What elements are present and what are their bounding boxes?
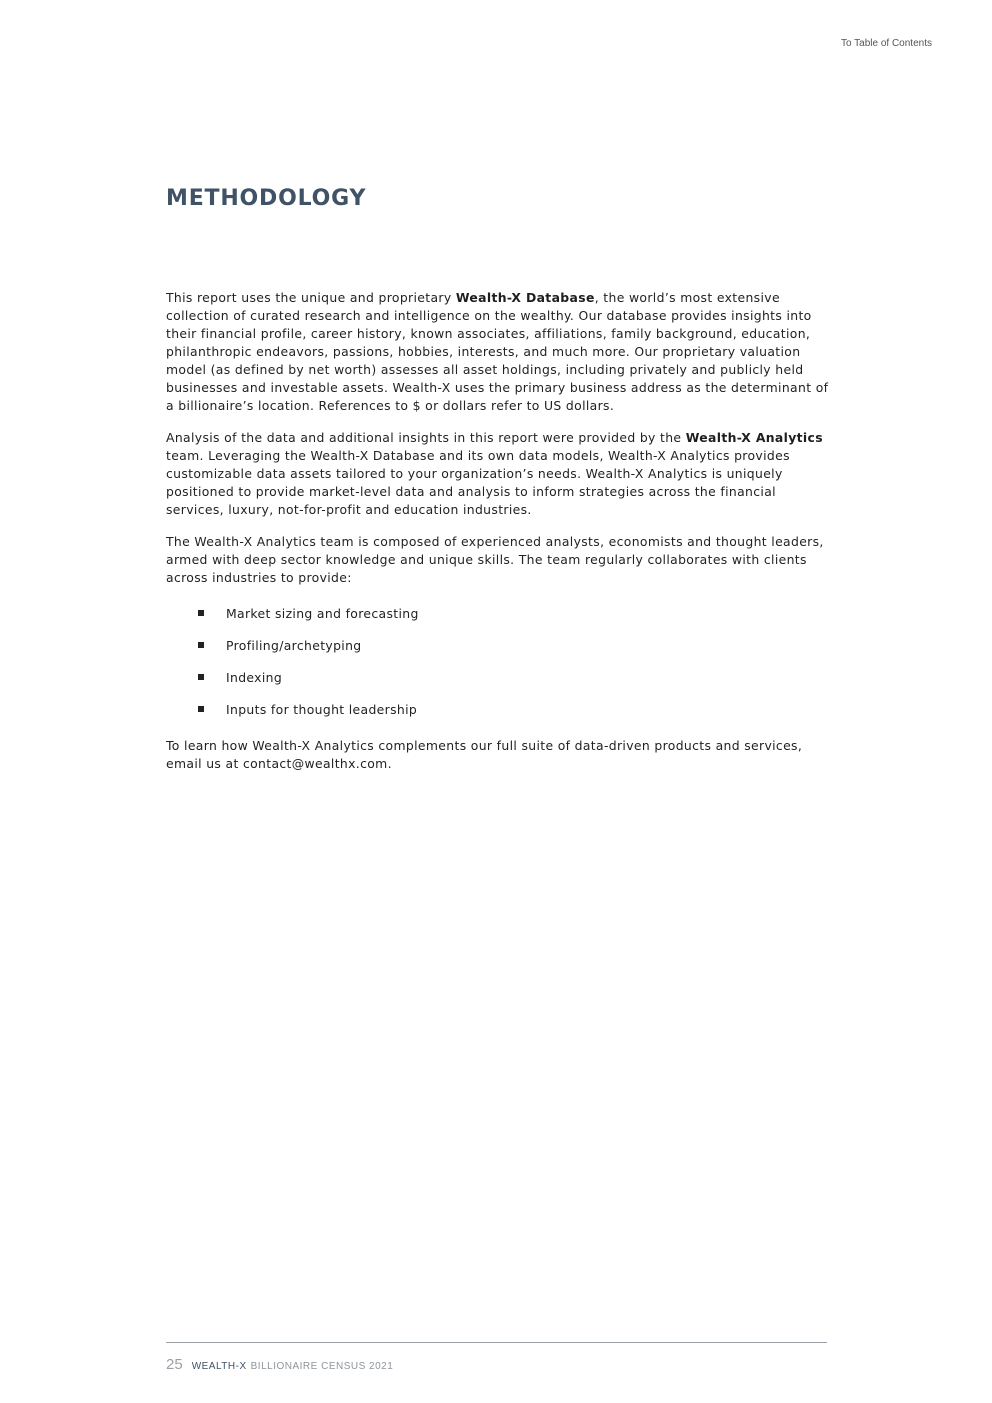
page-number: 25 bbox=[166, 1356, 183, 1373]
paragraph-contact: To learn how Wealth-X Analytics complements our full suite of data-driven products and services, email us at contact@wealthx.com. bbox=[166, 738, 803, 771]
footer-brand: WEALTH-X bbox=[191, 1361, 247, 1372]
paragraph-text: , the world’s most extensive collection of curated research and intelligence on the wealthy. Our database provides insights into their financial profile, career history, known associates, affiliations, family background, education, philanthropic endeavors, passions, hobbies, interests, and much more. Our proprietary valuation model (as defined by net worth) assesses all asset holdings, including privately and publicly held businesses and investable assets. Wealth-X uses the primary business address as the determinant of a billionaire’s location. References to $ or dollars refer to US dollars. bbox=[166, 290, 829, 413]
paragraph-text: This report uses the unique and proprietary bbox=[166, 290, 456, 305]
paragraph-text: team. Leveraging the Wealth-X Database and its own data models, Wealth-X Analytics provides customizable data assets tailored to your organization’s needs. Wealth-X Analytics is uniquely positioned to provide market-level data and analysis to inform strategies across the financial services, luxury, not-for-profit and education industries. bbox=[166, 448, 790, 517]
methodology-body bbox=[166, 289, 832, 787]
footer-divider bbox=[166, 1342, 827, 1343]
page-footer bbox=[166, 1356, 393, 1373]
square-bullet-icon bbox=[198, 674, 204, 680]
paragraph-database bbox=[166, 289, 832, 415]
square-bullet-icon bbox=[198, 610, 204, 616]
paragraph-team: The Wealth-X Analytics team is composed of experienced analysts, economists and thought leaders, armed with deep sector knowledge and unique skills. The team regularly collaborates with clients across industries to provide: bbox=[166, 534, 824, 585]
list-item bbox=[166, 701, 832, 719]
table-of-contents-link[interactable]: To Table of Contents bbox=[841, 38, 932, 49]
paragraph-analytics bbox=[166, 429, 832, 519]
paragraph-text: Analysis of the data and additional insights in this report were provided by the bbox=[166, 430, 686, 445]
list-item-label: Indexing bbox=[226, 670, 283, 685]
footer-document-title: BILLIONAIRE CENSUS 2021 bbox=[250, 1361, 394, 1372]
list-item bbox=[166, 669, 832, 687]
services-list bbox=[166, 605, 832, 719]
list-item bbox=[166, 637, 832, 655]
square-bullet-icon bbox=[198, 706, 204, 712]
page-title: METHODOLOGY bbox=[166, 186, 367, 211]
wealth-x-database-term: Wealth-X Database bbox=[455, 290, 595, 305]
wealth-x-analytics-term: Wealth-X Analytics bbox=[685, 430, 823, 445]
list-item-label: Profiling/archetyping bbox=[226, 638, 362, 653]
list-item-label: Market sizing and forecasting bbox=[226, 606, 419, 621]
list-item bbox=[166, 605, 832, 623]
list-item-label: Inputs for thought leadership bbox=[226, 702, 418, 717]
square-bullet-icon bbox=[198, 642, 204, 648]
